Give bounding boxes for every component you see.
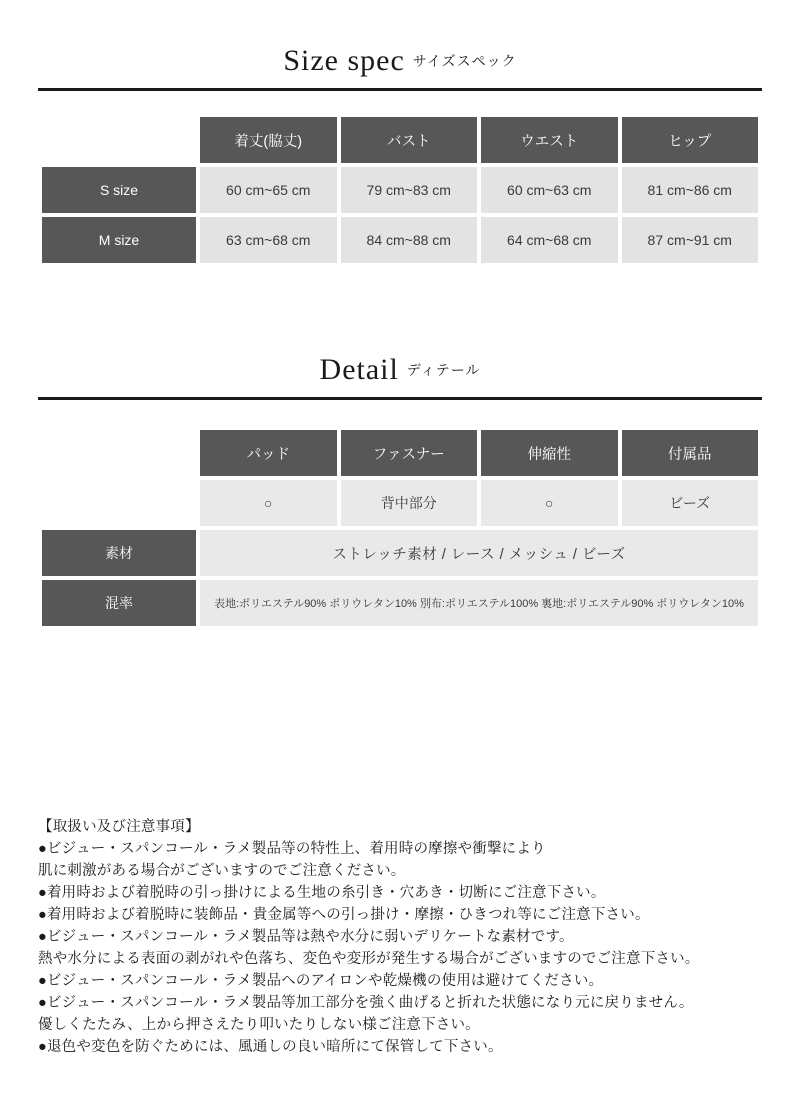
product-spec-page bbox=[0, 44, 800, 1111]
detail-title-jp: ディテール bbox=[406, 362, 481, 378]
size-spec-col-hip: ヒップ bbox=[622, 117, 759, 163]
size-spec-col-bust: バスト bbox=[341, 117, 478, 163]
size-spec-s-length: 60 cm~65 cm bbox=[200, 167, 337, 213]
detail-row-label-material: 素材 bbox=[42, 530, 196, 576]
table-header-row bbox=[42, 430, 758, 476]
table-header-row bbox=[42, 117, 758, 163]
size-spec-row-label-s: S size bbox=[42, 167, 196, 213]
detail-value-material: ストレッチ素材 / レース / メッシュ / ビーズ bbox=[200, 530, 758, 576]
care-note-line: 熱や水分による表面の剥がれや色落ち、変色や変形が発生する場合がございますのでご注意下さい。 bbox=[38, 951, 700, 968]
size-spec-m-length: 63 cm~68 cm bbox=[200, 217, 337, 263]
detail-col-pad: パッド bbox=[200, 430, 337, 476]
detail-col-stretch: 伸縮性 bbox=[481, 430, 618, 476]
size-spec-s-waist: 60 cm~63 cm bbox=[481, 167, 618, 213]
detail-value-accessory: ビーズ bbox=[622, 480, 759, 526]
size-spec-corner-cell bbox=[42, 117, 196, 163]
care-note-line: ●ビジュー・スパンコール・ラメ製品へのアイロンや乾燥機の使用は避けてください。 bbox=[38, 973, 604, 990]
care-note-line: ●着用時および着脱時の引っ掛けによる生地の糸引き・穴あき・切断にご注意下さい。 bbox=[38, 885, 606, 902]
care-note-line: 肌に刺激がある場合がございますのでご注意ください。 bbox=[38, 863, 406, 880]
size-spec-title-jp: サイズスペック bbox=[412, 53, 517, 69]
size-spec-m-hip: 87 cm~91 cm bbox=[622, 217, 759, 263]
detail-heading bbox=[38, 353, 762, 400]
detail-corner-cell bbox=[42, 430, 196, 476]
care-note-line: ●着用時および着脱時に装飾品・貴金属等への引っ掛け・摩擦・ひきつれ等にご注意下さい。 bbox=[38, 907, 650, 924]
table-row bbox=[42, 167, 758, 213]
table-row bbox=[42, 217, 758, 263]
size-spec-s-hip: 81 cm~86 cm bbox=[622, 167, 759, 213]
detail-values-rowlabel bbox=[42, 480, 196, 526]
detail-value-blend: 表地:ポリエステル90% ポリウレタン10% 別布:ポリエステル100% 裏地:ポリエステル90% ポリウレタン10% bbox=[200, 580, 758, 626]
detail-col-accessory: 付属品 bbox=[622, 430, 759, 476]
size-spec-col-waist: ウエスト bbox=[481, 117, 618, 163]
size-spec-m-waist: 64 cm~68 cm bbox=[481, 217, 618, 263]
care-note-line: 優しくたたみ、上から押さえたり叩いたりしない様ご注意下さい。 bbox=[38, 1017, 480, 1034]
detail-row-label-blend: 混率 bbox=[42, 580, 196, 626]
detail-col-zipper: ファスナー bbox=[341, 430, 478, 476]
size-spec-heading bbox=[38, 44, 762, 91]
table-row bbox=[42, 480, 758, 526]
size-spec-s-bust: 79 cm~83 cm bbox=[341, 167, 478, 213]
size-spec-title-en: Size spec bbox=[283, 44, 405, 77]
detail-value-pad: ○ bbox=[200, 480, 337, 526]
size-spec-col-length: 着丈(脇丈) bbox=[200, 117, 337, 163]
table-row bbox=[42, 580, 758, 626]
detail-value-zipper: 背中部分 bbox=[341, 480, 478, 526]
table-row bbox=[42, 530, 758, 576]
care-note-line: ●ビジュー・スパンコール・ラメ製品等加工部分を強く曲げると折れた状態になり元に戻りません。 bbox=[38, 995, 694, 1012]
detail-value-stretch: ○ bbox=[481, 480, 618, 526]
detail-table bbox=[38, 426, 762, 630]
care-note-line: ●ビジュー・スパンコール・ラメ製品等は熱や水分に弱いデリケートな素材です。 bbox=[38, 929, 574, 946]
care-note-line: ●退色や変色を防ぐためには、風通しの良い暗所にて保管して下さい。 bbox=[38, 1039, 503, 1056]
care-note-line: 【取扱い及び注意事項】 bbox=[38, 819, 200, 835]
care-notes bbox=[38, 816, 768, 1058]
size-spec-table bbox=[38, 113, 762, 267]
size-spec-m-bust: 84 cm~88 cm bbox=[341, 217, 478, 263]
care-note-line: ●ビジュー・スパンコール・ラメ製品等の特性上、着用時の摩擦や衝撃により bbox=[38, 841, 546, 858]
detail-title-en: Detail bbox=[319, 353, 399, 386]
size-spec-row-label-m: M size bbox=[42, 217, 196, 263]
